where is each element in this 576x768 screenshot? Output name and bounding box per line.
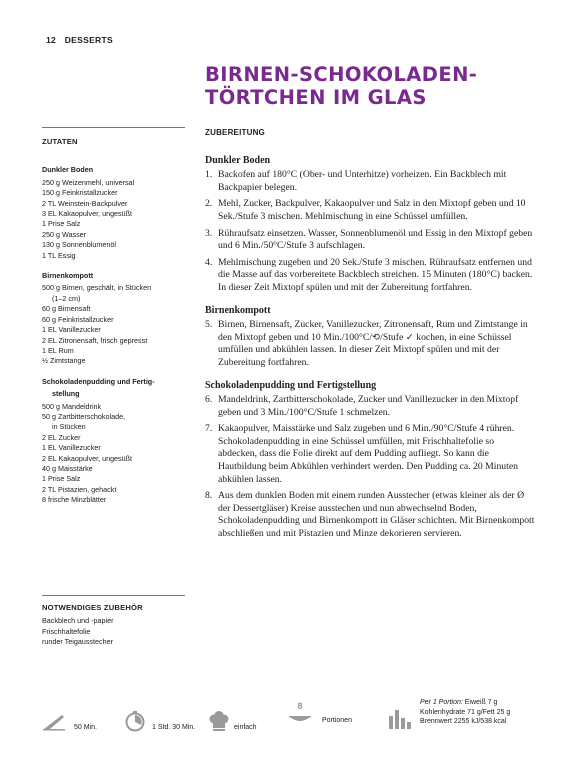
prep-time-info (42, 712, 97, 732)
step-number: 5. (205, 319, 213, 331)
step-number: 2. (205, 198, 213, 210)
prep-step (205, 490, 535, 540)
prep-section-dark-base (205, 155, 535, 295)
prep-step (205, 228, 535, 253)
step-text: Birnen, Birnensaft, Zucker, Vanillezucker, Zitronensaft, Rum und Zimtstange in den Mixtopf geben und 10 Min./100°C/⟲/Stufe ✓ kochen, in eine Schüssel umfüllen und abkühlen lassen. In dieser Zeit Mixtopf spülen und mit der Zubereitung fortfahren. (218, 319, 528, 368)
ingredient-item: 250 g Weizenmehl, universal (42, 177, 135, 187)
page-header (46, 35, 113, 45)
ingredient-group-pear-compote (42, 271, 188, 367)
ingredient-item: 250 g Wasser (42, 229, 87, 239)
step-text: Mandeldrink, Zartbitterschokolade, Zucker und Vanillezucker in den Mixtopf geben und 3 Min./100°C/Stufe 1 schmelzen. (218, 394, 519, 418)
equipment-item: runder Teigausstecher (42, 637, 113, 647)
prep-step (205, 394, 535, 419)
step-text: Mehl, Zucker, Backpulver, Kakaopulver und Salz in den Mixtopf geben und 10 Sek./Stufe 3 mischen. Mehlmischung in eine Schüssel umfüllen. (218, 198, 526, 222)
section-title: DESSERTS (64, 35, 113, 45)
ingredient-item: 1 EL Vanillezucker (42, 443, 101, 453)
ingredient-item: ½ Zimtstange (42, 356, 86, 366)
ingredient-group-title: Dunkler Boden (42, 165, 94, 175)
ingredient-item: 500 g Birnen, geschält, in Stücken (42, 283, 152, 293)
nutrition-per-portion: Per 1 Portion: (420, 699, 463, 706)
prep-step (205, 319, 535, 369)
ingredient-item: 500 g Mandeldrink (42, 401, 102, 411)
ingredient-item: 2 EL Kakaopulver, ungesüßt (42, 453, 133, 463)
preparation-heading: ZUBEREITUNG (205, 128, 265, 137)
difficulty-label: einfach (234, 724, 257, 731)
ingredient-item: 60 g Birnensaft (42, 304, 91, 314)
prep-section-pear-compote (205, 305, 535, 370)
step-number: 3. (205, 227, 213, 239)
ingredients-heading: ZUTATEN (42, 137, 78, 146)
ingredient-group-title: Schokoladenpudding und Fertig- (42, 376, 155, 386)
ingredient-item: 2 EL Zucker (42, 432, 81, 442)
knife-icon (42, 712, 66, 732)
ingredient-item: 150 g Feinkristallzucker (42, 188, 118, 198)
equipment-panel (42, 595, 188, 648)
ingredients-rule (42, 127, 185, 128)
ingredient-item: 1 EL Rum (42, 345, 74, 355)
equipment-item: Frischhaltefolie (42, 626, 91, 636)
nutrition-chart-icon (388, 708, 412, 730)
ingredient-item: 1 Prise Salz (42, 474, 81, 484)
equipment-heading: NOTWENDIGES ZUBEHÖR (42, 603, 143, 612)
step-number: 6. (205, 394, 213, 406)
step-number: 8. (205, 490, 213, 502)
equipment-item: Backblech und -papier (42, 616, 114, 626)
recipe-title (205, 63, 535, 109)
ingredient-group-dark-base (42, 165, 188, 261)
total-time-label: 1 Std. 30 Min. (152, 724, 196, 731)
step-text: Backofen auf 180°C (Ober- und Unterhitze) vorheizen. Ein Backblech mit Backpapier belegen. (218, 169, 507, 193)
ingredient-item: (1–2 cm) (52, 293, 81, 303)
recipe-title-line-2: TÖRTCHEN IM GLAS (205, 86, 427, 109)
ingredient-item: 40 g Maisstärke (42, 463, 93, 473)
ingredients-panel (42, 127, 188, 516)
portions-number: 8 (297, 701, 303, 711)
portions-label: Portionen (322, 717, 352, 724)
prep-section-pudding (205, 380, 535, 541)
prep-step (205, 198, 535, 223)
step-number: 1. (205, 169, 213, 181)
prep-section-title: Schokoladenpudding und Fertigstellung (205, 379, 377, 391)
recipe-title-line-1: BIRNEN-SCHOKOLADEN- (205, 63, 478, 86)
ingredient-group-title-cont: stellung (52, 389, 80, 399)
ingredient-item: 2 TL Pistazien, gehackt (42, 484, 117, 494)
nutrition-energy: Brennwert 2255 kJ/538 kcal (420, 718, 507, 725)
ingredient-group-title: Birnenkompott (42, 271, 94, 281)
portions-info (288, 702, 352, 725)
plate-icon (288, 702, 312, 725)
prep-step (205, 257, 535, 295)
ingredient-item: in Stücken (52, 422, 86, 432)
ingredient-item: 1 Prise Salz (42, 219, 81, 229)
step-text: Rühraufsatz einsetzen. Wasser, Sonnenblumenöl und Essig in den Mixtopf geben und 6 Min./50°C/Stufe 3 aufschlagen. (218, 227, 533, 252)
prep-step (205, 169, 535, 194)
step-text: Aus dem dunklen Boden mit einem runden Ausstecher (etwas kleiner als der Ø der Dessertgläser) Kreise ausstechen und nun abwechselnd Boden, Schokoladenpudding und Birnenkompott in Gläser schichten. Mit Birnenkompott abschließen und mit Pistazien und Minze dekorieren servieren. (218, 490, 535, 540)
ingredient-item: 130 g Sonnenblumenöl (42, 240, 116, 250)
chef-hat-icon (208, 710, 230, 732)
prep-section-title: Birnenkompott (205, 304, 271, 316)
total-time-info (124, 710, 195, 732)
ingredient-group-pudding (42, 377, 188, 506)
prep-time-label: 50 Min. (74, 724, 97, 731)
ingredient-item: 2 TL Weinstein-Backpulver (42, 198, 128, 208)
step-number: 7. (205, 423, 213, 435)
step-number: 4. (205, 256, 213, 268)
recipe-info-bar (40, 700, 540, 736)
ingredient-item: 1 EL Vanillezucker (42, 325, 101, 335)
step-text: Kakaopulver, Maisstärke und Salz zugeben und 6 Min./90°C/Stufe 4 rühren. Schokoladenpudding in eine Schüssel umfüllen, mit Frischhaltefolie so abdecken, dass die Folie direkt auf dem Pudding aufliegt. So kann die Hautbildung beim Abkühlen verhindert werden. Den Pudding ca. 20 Minuten abkühlen lassen. (218, 423, 518, 485)
equipment-rule (42, 595, 185, 596)
ingredient-item: 2 EL Zitronensaft, frisch gepresst (42, 335, 148, 345)
nutrition-protein: Eiweiß 7 g (464, 699, 498, 706)
nutrition-info (420, 698, 510, 727)
step-text: Mehlmischung zugeben und 20 Sek./Stufe 3 mischen. Rühraufsatz entfernen und die Masse auf das vorbereitete Backblech streichen. 15 Minuten (180°C) backen. In dieser Zeit Mixtopf spülen und mit der Zubereitung fortfahren. (218, 256, 533, 293)
ingredient-item: 60 g Feinkristallzucker (42, 314, 114, 324)
ingredient-item: 50 g Zartbitterschokolade, (42, 411, 126, 421)
nutrition-carbs-fat: Kohlenhydrate 71 g/Fett 25 g (420, 708, 511, 716)
ingredient-item: 8 frische Minzblätter (42, 495, 107, 505)
prep-step (205, 423, 535, 486)
prep-section-title: Dunkler Boden (205, 154, 271, 166)
ingredient-item: 1 TL Essig (42, 250, 76, 260)
page-number: 12 (46, 35, 57, 45)
difficulty-info (208, 710, 257, 732)
timer-icon (124, 710, 146, 732)
ingredient-item: 3 EL Kakaopulver, ungesüßt (42, 209, 133, 219)
preparation-panel (205, 127, 535, 551)
